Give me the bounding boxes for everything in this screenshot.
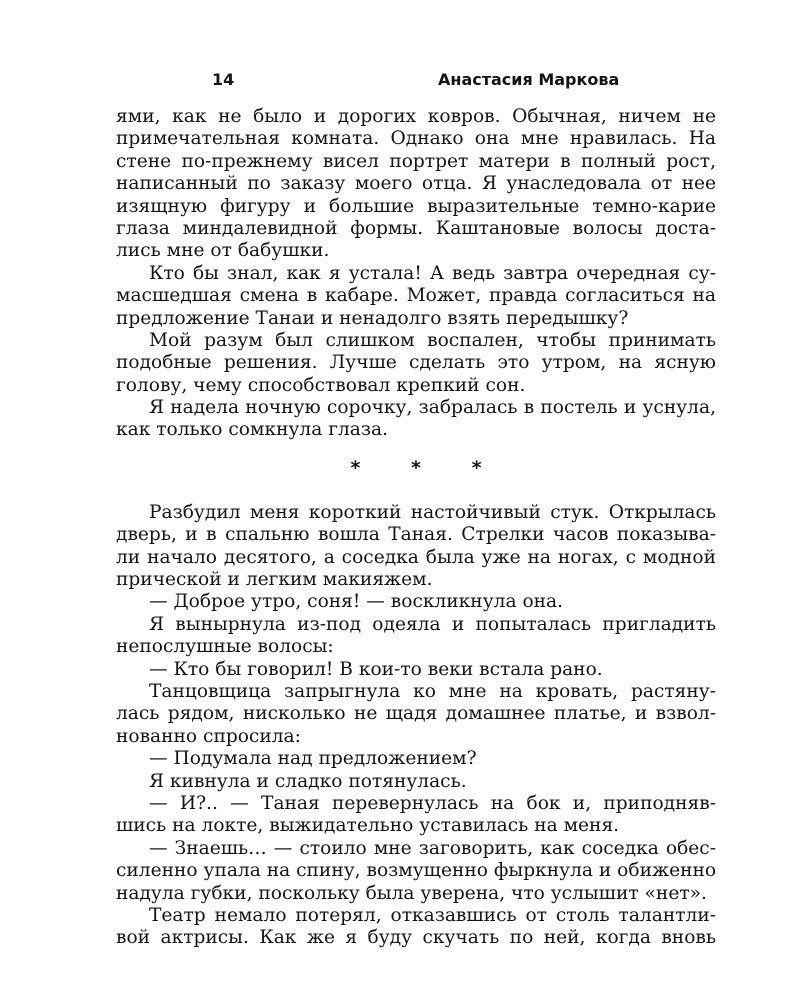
running-head-author: Анастасия Маркова bbox=[438, 70, 620, 89]
text-line: Танцовщица запрыгнула ко мне на кровать, растяну- bbox=[149, 680, 716, 702]
text-line: Я вынырнула из-под одеяла и попыталась пригладить bbox=[149, 613, 716, 635]
text-line: стене по-прежнему висел портрет матери в полный рост, bbox=[116, 150, 716, 172]
text-line: лись мне от бабушки. bbox=[116, 240, 330, 262]
text-line: Мой разум был слишком воспален, чтобы принимать bbox=[149, 329, 716, 351]
text-line: Театр немало потерял, отказавшись от столь талантли- bbox=[149, 904, 716, 926]
text-line: Разбудил меня короткий настойчивый стук. Открылась bbox=[149, 501, 716, 523]
text-line: вой актрисы. Как же я буду скучать по ней, когда вновь bbox=[116, 927, 716, 949]
text-line: — Подумала над предложением? bbox=[149, 748, 477, 770]
text-line: — Знаешь… — стоило мне заговорить, как соседка обес- bbox=[149, 837, 716, 859]
text-line: Я надела ночную сорочку, забралась в постель и уснула, bbox=[149, 397, 716, 419]
text-line: глаза миндалевидной формы. Каштановые волосы доста- bbox=[116, 217, 716, 239]
text-line: надула губки, поскольку была уверена, что услышит «нет». bbox=[116, 882, 707, 904]
text-line: написанный по заказу моего отца. Я унаследовала от нее bbox=[116, 173, 716, 195]
text-line: — Доброе утро, соня! — воскликнула она. bbox=[149, 591, 564, 613]
text-line: Я кивнула и сладко потянулась. bbox=[149, 770, 467, 792]
body-text bbox=[116, 106, 716, 950]
text-line: — И?.. — Таная перевернулась на бок и, приподняв- bbox=[149, 792, 716, 814]
page-header bbox=[116, 70, 716, 94]
text-line: предложение Танаи и ненадолго взять передышку? bbox=[116, 307, 629, 329]
text-line: голову, чему способствовал крепкий сон. bbox=[116, 374, 526, 396]
text-line: ли начало десятого, а соседка была уже на ногах, с модной bbox=[116, 546, 716, 568]
text-line: подобные решения. Лучше сделать это утром, на ясную bbox=[116, 352, 716, 374]
text-line: силенно упала на спину, возмущенно фыркнула и обиженно bbox=[116, 860, 716, 882]
text-line: лась рядом, нисколько не щадя домашнее платье, и взвол- bbox=[116, 703, 716, 725]
section-separator: * * * bbox=[350, 456, 504, 479]
text-line: ями, как не было и дорогих ковров. Обычная, ничем не bbox=[116, 106, 716, 127]
text-line: дверь, и в спальню вошла Таная. Стрелки часов показыва- bbox=[116, 524, 716, 546]
text-line: Кто бы знал, как я устала! А ведь завтра очередная су- bbox=[149, 262, 716, 284]
text-line: — Кто бы говорил! В кои-то веки встала рано. bbox=[149, 658, 603, 680]
text-line: примечательная комната. Однако она мне нравилась. На bbox=[116, 128, 716, 150]
page-number: 14 bbox=[212, 70, 235, 89]
text-line: как только сомкнула глаза. bbox=[116, 419, 388, 441]
text-line: нованно спросила: bbox=[116, 725, 301, 747]
text-line: прической и легким макияжем. bbox=[116, 569, 433, 591]
text-line: непослушные волосы: bbox=[116, 636, 334, 658]
text-line: масшедшая смена в кабаре. Может, правда согласиться на bbox=[116, 285, 716, 307]
text-line: шись на локте, выжидательно уставилась на меня. bbox=[116, 815, 620, 837]
text-line: изящную фигуру и большие выразительные темно-карие bbox=[116, 195, 716, 217]
